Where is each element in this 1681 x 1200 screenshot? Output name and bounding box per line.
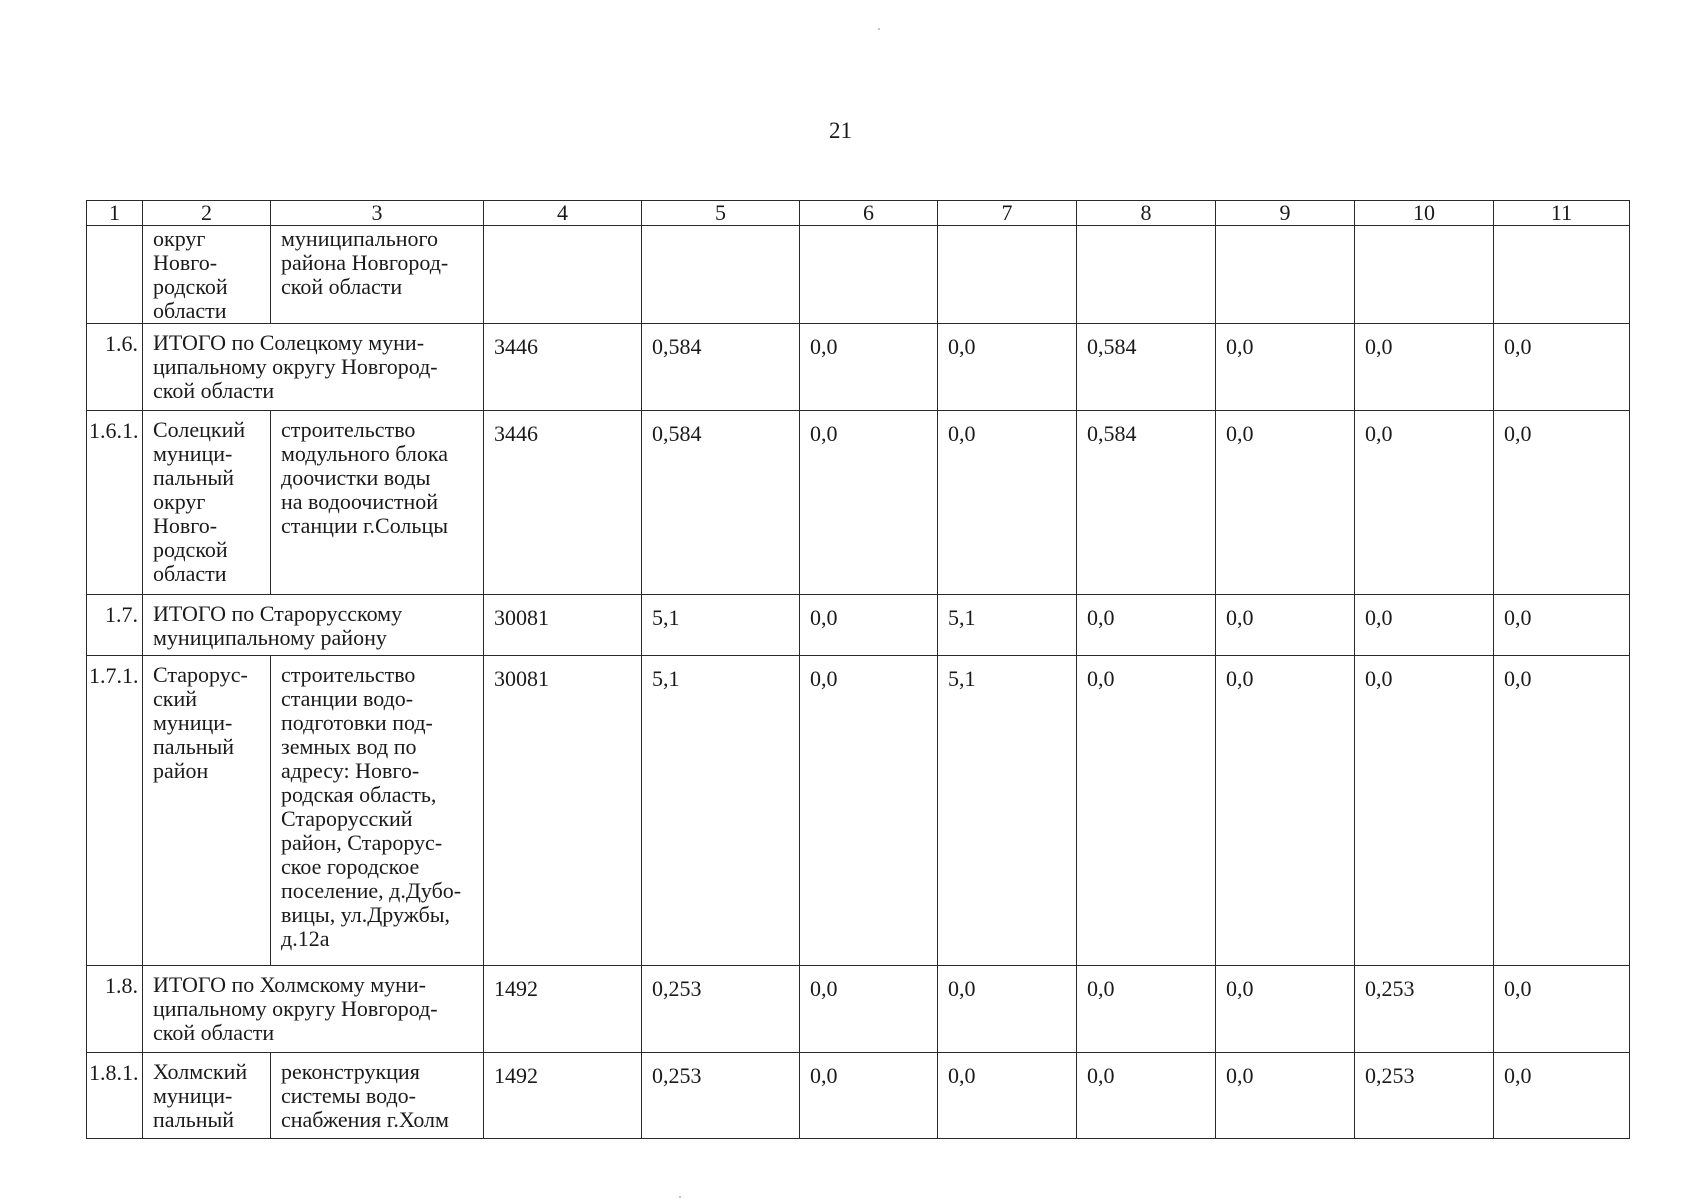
column-number: 5	[642, 201, 800, 226]
municipality-cell: Солецкий муници- пальный округ Новго- родской области	[143, 411, 271, 595]
value-cell: 3446	[484, 324, 642, 411]
column-number: 11	[1494, 201, 1630, 226]
value-cell: 0,0	[1216, 656, 1355, 966]
municipality-cell: округ Новго- родской области	[143, 226, 271, 324]
value-cell: 0,0	[1494, 656, 1630, 966]
scan-speck	[878, 28, 880, 30]
continuation-row	[87, 226, 1630, 324]
row-index	[87, 226, 143, 324]
value-cell: 0,0	[1216, 324, 1355, 411]
object-cell: муниципального района Новгород- ской области	[271, 226, 484, 324]
value-cell: 0,0	[938, 411, 1077, 595]
municipality-cell: Старорус- ский муници- пальный район	[143, 656, 271, 966]
column-number-row	[87, 201, 1630, 226]
value-cell: 0,0	[938, 966, 1077, 1053]
value-cell: 3446	[484, 411, 642, 595]
value-cell: 0,0	[800, 411, 938, 595]
column-number: 3	[271, 201, 484, 226]
value-cell: 1492	[484, 1053, 642, 1139]
value-cell: 0,0	[800, 324, 938, 411]
value-cell: 0,0	[1216, 411, 1355, 595]
row-index: 1.6.	[87, 324, 143, 411]
value-cell	[484, 226, 642, 324]
total-row	[87, 595, 1630, 656]
value-cell: 30081	[484, 595, 642, 656]
column-number: 9	[1216, 201, 1355, 226]
value-cell	[1077, 226, 1216, 324]
value-cell: 30081	[484, 656, 642, 966]
column-number: 4	[484, 201, 642, 226]
column-number: 10	[1355, 201, 1494, 226]
value-cell	[800, 226, 938, 324]
investment-table	[86, 200, 1630, 1139]
table-row	[87, 656, 1630, 966]
value-cell: 0,0	[1494, 1053, 1630, 1139]
value-cell: 0,0	[1355, 324, 1494, 411]
row-index: 1.8.1.	[87, 1053, 143, 1139]
row-index: 1.7.1.	[87, 656, 143, 966]
value-cell: 1492	[484, 966, 642, 1053]
value-cell: 0,584	[642, 411, 800, 595]
total-row	[87, 324, 1630, 411]
value-cell	[1494, 226, 1630, 324]
page-number: 21	[829, 118, 852, 143]
value-cell: 5,1	[938, 656, 1077, 966]
value-cell: 0,0	[1216, 595, 1355, 656]
column-number: 6	[800, 201, 938, 226]
total-row	[87, 966, 1630, 1053]
object-cell: строительство модульного блока доочистки воды на водоочистной станции г.Сольцы	[271, 411, 484, 595]
total-label: ИТОГО по Солецкому муни- ципальному округу Новгород- ской области	[143, 324, 484, 411]
value-cell: 0,0	[938, 324, 1077, 411]
row-index: 1.7.	[87, 595, 143, 656]
row-index: 1.6.1.	[87, 411, 143, 595]
value-cell: 0,0	[800, 966, 938, 1053]
value-cell: 0,0	[1494, 966, 1630, 1053]
value-cell: 0,0	[1077, 1053, 1216, 1139]
value-cell: 0,0	[1355, 595, 1494, 656]
value-cell: 0,253	[642, 1053, 800, 1139]
value-cell	[1355, 226, 1494, 324]
value-cell: 0,253	[1355, 1053, 1494, 1139]
value-cell: 0,0	[1077, 656, 1216, 966]
value-cell: 0,0	[1355, 656, 1494, 966]
column-number: 8	[1077, 201, 1216, 226]
column-number: 2	[143, 201, 271, 226]
value-cell: 5,1	[938, 595, 1077, 656]
value-cell	[938, 226, 1077, 324]
value-cell: 0,0	[1494, 595, 1630, 656]
value-cell: 0,584	[642, 324, 800, 411]
value-cell: 0,0	[938, 1053, 1077, 1139]
value-cell: 0,0	[800, 1053, 938, 1139]
value-cell	[642, 226, 800, 324]
value-cell: 0,0	[1216, 1053, 1355, 1139]
object-cell: реконструкция системы водо- снабжения г.Холм	[271, 1053, 484, 1139]
value-cell: 0,0	[1216, 966, 1355, 1053]
value-cell	[1216, 226, 1355, 324]
value-cell: 0,0	[800, 656, 938, 966]
table-row	[87, 411, 1630, 595]
value-cell: 5,1	[642, 595, 800, 656]
value-cell: 0,0	[1494, 411, 1630, 595]
value-cell: 0,0	[1077, 966, 1216, 1053]
scan-speck	[679, 1196, 681, 1198]
value-cell: 0,584	[1077, 324, 1216, 411]
value-cell: 5,1	[642, 656, 800, 966]
object-cell: строительство станции водо- подготовки под- земных вод по адресу: Новго- родская область, Старорусский район, Старорус- ское городское поселение, д.Дубо- вицы, ул.Дружбы, д.12а	[271, 656, 484, 966]
value-cell: 0,0	[1355, 411, 1494, 595]
value-cell: 0,0	[1077, 595, 1216, 656]
column-number: 1	[87, 201, 143, 226]
total-label: ИТОГО по Холмскому муни- ципальному округу Новгород- ской области	[143, 966, 484, 1053]
total-label: ИТОГО по Старорусскому муниципальному району	[143, 595, 484, 656]
value-cell: 0,0	[1494, 324, 1630, 411]
value-cell: 0,253	[1355, 966, 1494, 1053]
value-cell: 0,253	[642, 966, 800, 1053]
table-row	[87, 1053, 1630, 1139]
municipality-cell: Холмский муници- пальный	[143, 1053, 271, 1139]
value-cell: 0,584	[1077, 411, 1216, 595]
row-index: 1.8.	[87, 966, 143, 1053]
value-cell: 0,0	[800, 595, 938, 656]
column-number: 7	[938, 201, 1077, 226]
